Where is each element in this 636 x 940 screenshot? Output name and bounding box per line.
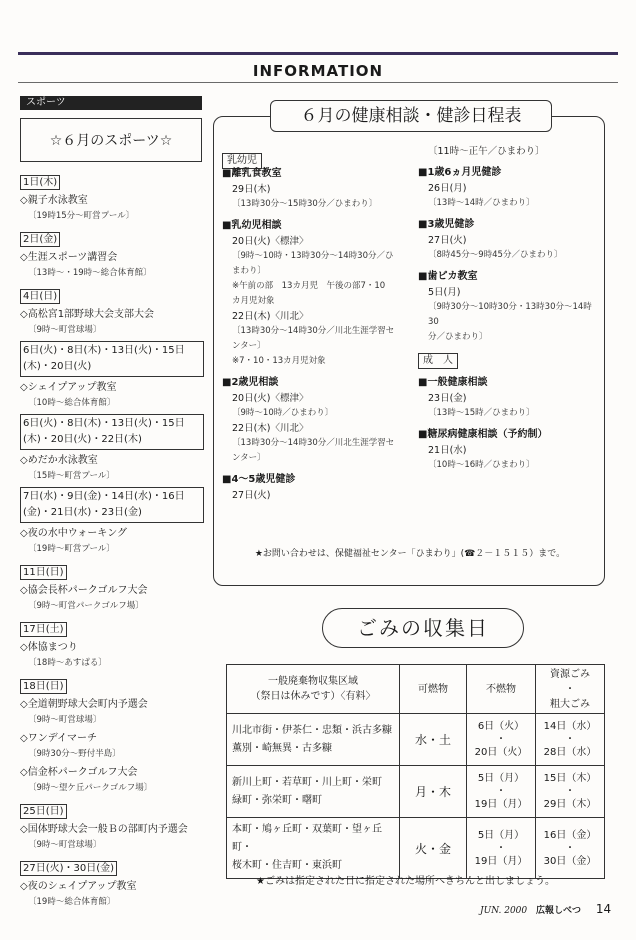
health-item-title: ■4～5歳児健診 [222, 474, 296, 485]
sports-event: ◇協会長杯パークゴルフ大会 [20, 585, 148, 596]
health-right-list [418, 165, 598, 345]
garbage-area: 新川上町・若草町・川上町・栄町 緑町・弥栄町・曙町 [227, 766, 400, 818]
health-item-line: 分／ひまわり〕 [428, 332, 488, 342]
sports-date: 6日(火)・8日(木)・13日(火)・15日(木)・20日(火)・22日(木) [20, 414, 204, 450]
health-item-line: 〔10時～16時／ひまわり〕 [428, 460, 535, 470]
sports-item [20, 674, 202, 727]
garbage-title: ごみの収集日 [322, 608, 524, 648]
health-item-line: 27日(火) [232, 490, 271, 501]
adult-tag-wrap [418, 353, 598, 369]
page-number: 14 [595, 902, 612, 916]
garbage-burnable: 火・金 [400, 818, 467, 879]
sports-item [20, 856, 202, 909]
health-adult-list [418, 375, 598, 473]
sports-heading: ☆６月のスポーツ☆ [20, 118, 202, 162]
sports-detail: 〔13時～・19時～総合体育館〕 [28, 268, 152, 278]
health-item-title: ■1歳6ヵ月児健診 [418, 167, 502, 178]
sports-item [20, 170, 202, 223]
sports-detail: 〔9時～望ケ丘パークゴルフ場〕 [28, 783, 153, 793]
footer-issue: JUN. 2000 [480, 906, 528, 916]
health-item-title: ■歯ピカ教室 [418, 271, 478, 282]
health-item-line: 〔13時30分～14時30分／川北生涯学習セ [232, 438, 395, 448]
adult-tag: 成 人 [418, 353, 458, 369]
footer-name: 広報しべつ [536, 906, 582, 916]
sports-item [20, 414, 202, 483]
sports-detail: 〔9時～町営球場〕 [28, 840, 102, 850]
garbage-area: 川北市街・伊茶仁・忠類・浜古多糠 薫別・崎無異・古多糠 [227, 714, 400, 766]
health-item-line: 27日(火) [428, 235, 467, 246]
sports-detail: 〔9時～町営球場〕 [28, 715, 102, 725]
health-item-line: 23日(金) [428, 393, 467, 404]
health-item-line: 〔13時～14時／ひまわり〕 [428, 198, 535, 208]
sports-schedule [20, 170, 202, 913]
sports-event: ◇親子水泳教室 [20, 195, 88, 206]
sports-event: ◇ワンデイマーチ [20, 733, 97, 744]
sports-date: 2日(金) [20, 232, 60, 247]
health-item-title: ■2歳児相談 [222, 377, 279, 388]
garbage-row [227, 818, 605, 879]
sports-item [20, 731, 202, 761]
health-item-line: 〔9時30分～10時30分・13時30分～14時30 [428, 302, 592, 327]
health-item-line: 〔9時～10時・13時30分～14時30分／ひ [232, 251, 394, 261]
health-left-column [222, 160, 412, 503]
sports-date: 4日(日) [20, 289, 60, 304]
sports-event: ◇夜の水中ウォーキング [20, 528, 127, 539]
sports-item [20, 560, 202, 613]
health-item-title: ■糖尿病健康相談（予約制） [418, 429, 548, 440]
footer [480, 902, 611, 916]
garbage-header-burnable: 可燃物 [400, 665, 467, 714]
page-title: INFORMATION [252, 62, 384, 80]
sports-detail: 〔9時～町営球場〕 [28, 325, 102, 335]
garbage-row [227, 766, 605, 818]
health-item-title: ■乳幼児相談 [222, 220, 282, 231]
health-contact: ★お問い合わせは、保健福祉センター「ひまわり」(☎２－１５１５）まで。 [254, 549, 566, 559]
health-item-line: 5日(月) [428, 287, 461, 298]
health-item-line: 22日(木)〈川北〉 [232, 311, 309, 322]
health-title: ６月の健康相談・健診日程表 [270, 100, 552, 132]
sports-event: ◇全道朝野球大会町内予選会 [20, 699, 148, 710]
sports-event: ◇体協まつり [20, 642, 78, 653]
garbage-nonburnable: 5日（月） ・ 19日（月） [467, 818, 536, 879]
health-item-line: 〔13時～15時／ひまわり〕 [428, 408, 535, 418]
health-item-line: 21日(水) [428, 445, 467, 456]
health-item-title: ■離乳食教室 [222, 168, 282, 179]
health-item-line: ンター〕 [232, 453, 266, 463]
sports-item [20, 227, 202, 280]
garbage-header-row [227, 665, 605, 714]
sports-item [20, 341, 202, 410]
health-item-line: 20日(火)〈標津〉 [232, 393, 309, 404]
garbage-burnable: 月・木 [400, 766, 467, 818]
sports-event: ◇シェイプアップ教室 [20, 382, 117, 393]
sports-detail: 〔19時～町営プール〕 [28, 544, 115, 554]
garbage-resource: 15日（木） ・ 29日（木） [536, 766, 605, 818]
garbage-note: ★ごみは指定された日に指定された場所へきちんと出しましょう。 [256, 876, 555, 887]
health-item-line: ※午前の部 13カ月児 午後の部7・10 [232, 281, 386, 291]
garbage-nonburnable: 6日（火） ・ 20日（火） [467, 714, 536, 766]
sports-event: ◇めだか水泳教室 [20, 455, 98, 466]
sports-event: ◇国体野球大会一般Ｂの部町内予選会 [20, 824, 188, 835]
garbage-table [226, 664, 605, 879]
sports-detail: 〔15時～町営プール〕 [28, 471, 115, 481]
sports-date: 7日(水)・9日(金)・14日(水)・16日(金)・21日(水)・23日(金) [20, 487, 204, 523]
sports-event: ◇夜のシェイプアップ教室 [20, 881, 137, 892]
sports-item [20, 487, 202, 556]
garbage-area: 本町・鳩ヶ丘町・双葉町・望ヶ丘町・ 桜木町・住吉町・東浜町 [227, 818, 400, 879]
header-rule-thin [18, 82, 618, 83]
sports-item [20, 799, 202, 852]
sports-detail: 〔19時15分～町営プール〕 [28, 211, 135, 221]
sports-date: 17日(土) [20, 622, 67, 637]
sports-date: 27日(火)・30日(金) [20, 861, 117, 876]
garbage-burnable: 水・土 [400, 714, 467, 766]
health-item-title: ■3歳児健診 [418, 219, 475, 230]
health-item-line: 26日(月) [428, 183, 467, 194]
sports-detail: 〔10時～総合体育館〕 [28, 398, 116, 408]
health-item-line: 22日(木)〈川北〉 [232, 423, 309, 434]
sports-event: ◇生涯スポーツ講習会 [20, 252, 118, 263]
sports-date: 1日(木) [20, 175, 60, 190]
sports-tag: スポーツ [20, 96, 202, 110]
garbage-header-area: 一般廃棄物収集区域 （祭日は休みです）〈有料〉 [227, 665, 400, 714]
header-rule [18, 52, 618, 55]
health-item-line: まわり〕 [232, 266, 267, 276]
health-item-line: 〔8時45分～9時45分／ひまわり〕 [428, 250, 563, 260]
sports-detail: 〔9時30分～野付半島〕 [28, 749, 121, 759]
sports-detail: 〔19時～総合体育館〕 [28, 897, 116, 907]
sports-item [20, 765, 202, 795]
sports-date: 25日(日) [20, 804, 67, 819]
sports-event: ◇高松宮1部野球大会支部大会 [20, 309, 155, 320]
health-item-line: 29日(木) [232, 184, 271, 195]
sports-event: ◇信金杯パークゴルフ大会 [20, 767, 138, 778]
health-item-line: ンター〕 [232, 341, 266, 351]
health-item-line: ※7・10・13カ月児対象 [232, 356, 326, 366]
health-item-line: 〔9時～10時／ひまわり〕 [232, 408, 334, 418]
health-right-column [418, 144, 598, 473]
garbage-nonburnable: 5日（月） ・ 19日（月） [467, 766, 536, 818]
garbage-header-resource: 資源ごみ ・ 粗大ごみ [536, 665, 605, 714]
sports-date: 11日(日) [20, 565, 67, 580]
health-item-line: 20日(火)〈標津〉 [232, 236, 309, 247]
sports-detail: 〔9時～町営パークゴルフ場〕 [28, 601, 144, 611]
garbage-resource: 14日（水） ・ 28日（水） [536, 714, 605, 766]
sports-item [20, 617, 202, 670]
infant-tag: 乳幼児 [222, 153, 262, 169]
health-item-line: 〔13時30分～14時30分／川北生涯学習セ [232, 326, 395, 336]
health-item-line: 〔13時30分～15時30分／ひまわり〕 [232, 199, 378, 209]
health-item-title: ■一般健康相談 [418, 377, 488, 388]
garbage-header-nonburnable: 不燃物 [467, 665, 536, 714]
health-right-top: 〔11時～正午／ひまわり〕 [428, 146, 545, 157]
garbage-row [227, 714, 605, 766]
sports-date: 6日(火)・8日(木)・13日(火)・15日(木)・20日(火) [20, 341, 204, 377]
sports-item [20, 284, 202, 337]
sports-detail: 〔18時～あすぱる〕 [28, 658, 107, 668]
garbage-resource: 16日（金） ・ 30日（金） [536, 818, 605, 879]
health-item-line: カ月児対象 [232, 296, 275, 306]
sports-date: 18日(日) [20, 679, 67, 694]
